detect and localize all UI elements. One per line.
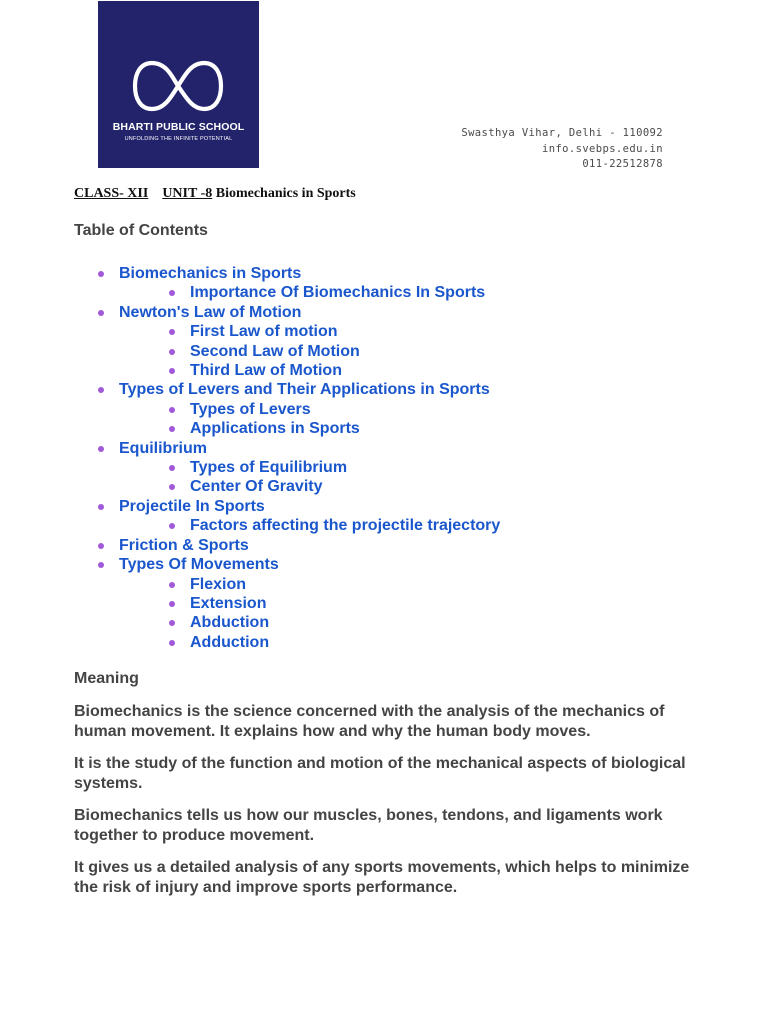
toc-item[interactable] <box>0 458 500 477</box>
bullet-icon <box>169 582 175 588</box>
toc-item[interactable] <box>0 613 500 632</box>
toc-link[interactable]: Center Of Gravity <box>190 478 323 496</box>
bullet-icon <box>169 601 175 607</box>
contact-block <box>461 126 663 173</box>
bullet-icon <box>169 484 175 490</box>
toc-item[interactable] <box>0 380 500 399</box>
table-of-contents <box>0 264 500 652</box>
toc-item[interactable] <box>0 303 500 322</box>
toc-item[interactable] <box>0 419 500 438</box>
toc-link[interactable]: Flexion <box>190 575 247 593</box>
toc-link[interactable]: Types of Levers and Their Applications in Sports <box>119 381 490 399</box>
bullet-icon <box>169 407 175 413</box>
toc-item[interactable] <box>0 264 500 283</box>
bullet-icon <box>169 329 175 335</box>
toc-item[interactable] <box>0 497 500 516</box>
bullet-icon <box>169 465 175 471</box>
toc-link[interactable]: Extension <box>190 594 267 612</box>
toc-link[interactable]: Newton's Law of Motion <box>119 303 302 321</box>
school-logo <box>98 1 259 168</box>
toc-item[interactable] <box>0 342 500 361</box>
address-text: Swasthya Vihar, Delhi - 110092 <box>461 127 663 139</box>
toc-link[interactable]: Factors affecting the projectile trajectory <box>190 517 501 535</box>
meaning-paragraph: It gives us a detailed analysis of any sports movements, which helps to minimize the risk of injury and improve sports performance. <box>74 859 690 896</box>
meaning-paragraph: Biomechanics tells us how our muscles, bones, tendons, and ligaments work together to produce movement. <box>74 807 663 844</box>
toc-item[interactable] <box>0 575 500 594</box>
bullet-icon <box>169 349 175 355</box>
email-text: info.svebps.edu.in <box>542 142 663 155</box>
toc-link[interactable]: Types of Levers <box>190 400 311 418</box>
toc-link[interactable]: Importance Of Biomechanics In Sports <box>190 284 486 302</box>
toc-item[interactable] <box>0 439 500 458</box>
toc-link[interactable]: Friction & Sports <box>119 536 249 554</box>
class-unit-line <box>74 186 356 202</box>
toc-item[interactable] <box>0 555 500 574</box>
unit-topic: Biomechanics in Sports <box>215 186 356 201</box>
toc-item[interactable] <box>0 516 500 535</box>
toc-link[interactable]: Third Law of Motion <box>190 362 342 380</box>
bullet-icon <box>169 640 175 646</box>
toc-item[interactable] <box>0 633 500 652</box>
toc-item[interactable] <box>0 361 500 380</box>
toc-item[interactable] <box>0 536 500 555</box>
bullet-icon <box>98 271 104 277</box>
toc-item[interactable] <box>0 594 500 613</box>
toc-link[interactable]: Projectile In Sports <box>119 497 265 515</box>
toc-title: Table of Contents <box>74 222 208 239</box>
bullet-icon <box>98 446 104 452</box>
toc-link[interactable]: Applications in Sports <box>190 420 360 438</box>
toc-item[interactable] <box>0 477 500 496</box>
infinity-logo-icon <box>132 56 224 116</box>
toc-link[interactable]: Second Law of Motion <box>190 342 360 360</box>
toc-link[interactable]: Types Of Movements <box>119 556 279 574</box>
meaning-paragraph: Biomechanics is the science concerned with the analysis of the mechanics of human movement. It explains how and why the human body moves. <box>74 703 665 740</box>
bullet-icon <box>169 620 175 626</box>
meaning-paragraph: It is the study of the function and motion of the mechanical aspects of biological systems. <box>74 755 686 792</box>
toc-item[interactable] <box>0 400 500 419</box>
toc-link[interactable]: Types of Equilibrium <box>190 459 348 477</box>
bullet-icon <box>169 290 175 296</box>
bullet-icon <box>98 310 104 316</box>
toc-link[interactable]: Adduction <box>190 633 270 651</box>
toc-link[interactable]: Abduction <box>190 614 270 632</box>
bullet-icon <box>169 368 175 374</box>
bullet-icon <box>98 543 104 549</box>
bullet-icon <box>98 504 104 510</box>
unit-label: UNIT -8 <box>162 186 213 201</box>
school-name: BHARTI PUBLIC SCHOOL <box>112 121 245 133</box>
school-tagline: UNFOLDING THE INFINITE POTENTIAL <box>124 136 233 142</box>
bullet-icon <box>98 562 104 568</box>
meaning-heading: Meaning <box>74 670 139 687</box>
toc-item[interactable] <box>0 322 500 341</box>
bullet-icon <box>169 426 175 432</box>
class-label: CLASS- XII <box>74 186 149 201</box>
bullet-icon <box>98 387 104 393</box>
bullet-icon <box>169 523 175 529</box>
toc-link[interactable]: Biomechanics in Sports <box>119 265 302 282</box>
toc-link[interactable]: Equilibrium <box>119 439 207 457</box>
toc-item[interactable] <box>0 283 500 302</box>
phone-text: 011-22512878 <box>582 158 663 170</box>
toc-link[interactable]: First Law of motion <box>190 323 338 341</box>
